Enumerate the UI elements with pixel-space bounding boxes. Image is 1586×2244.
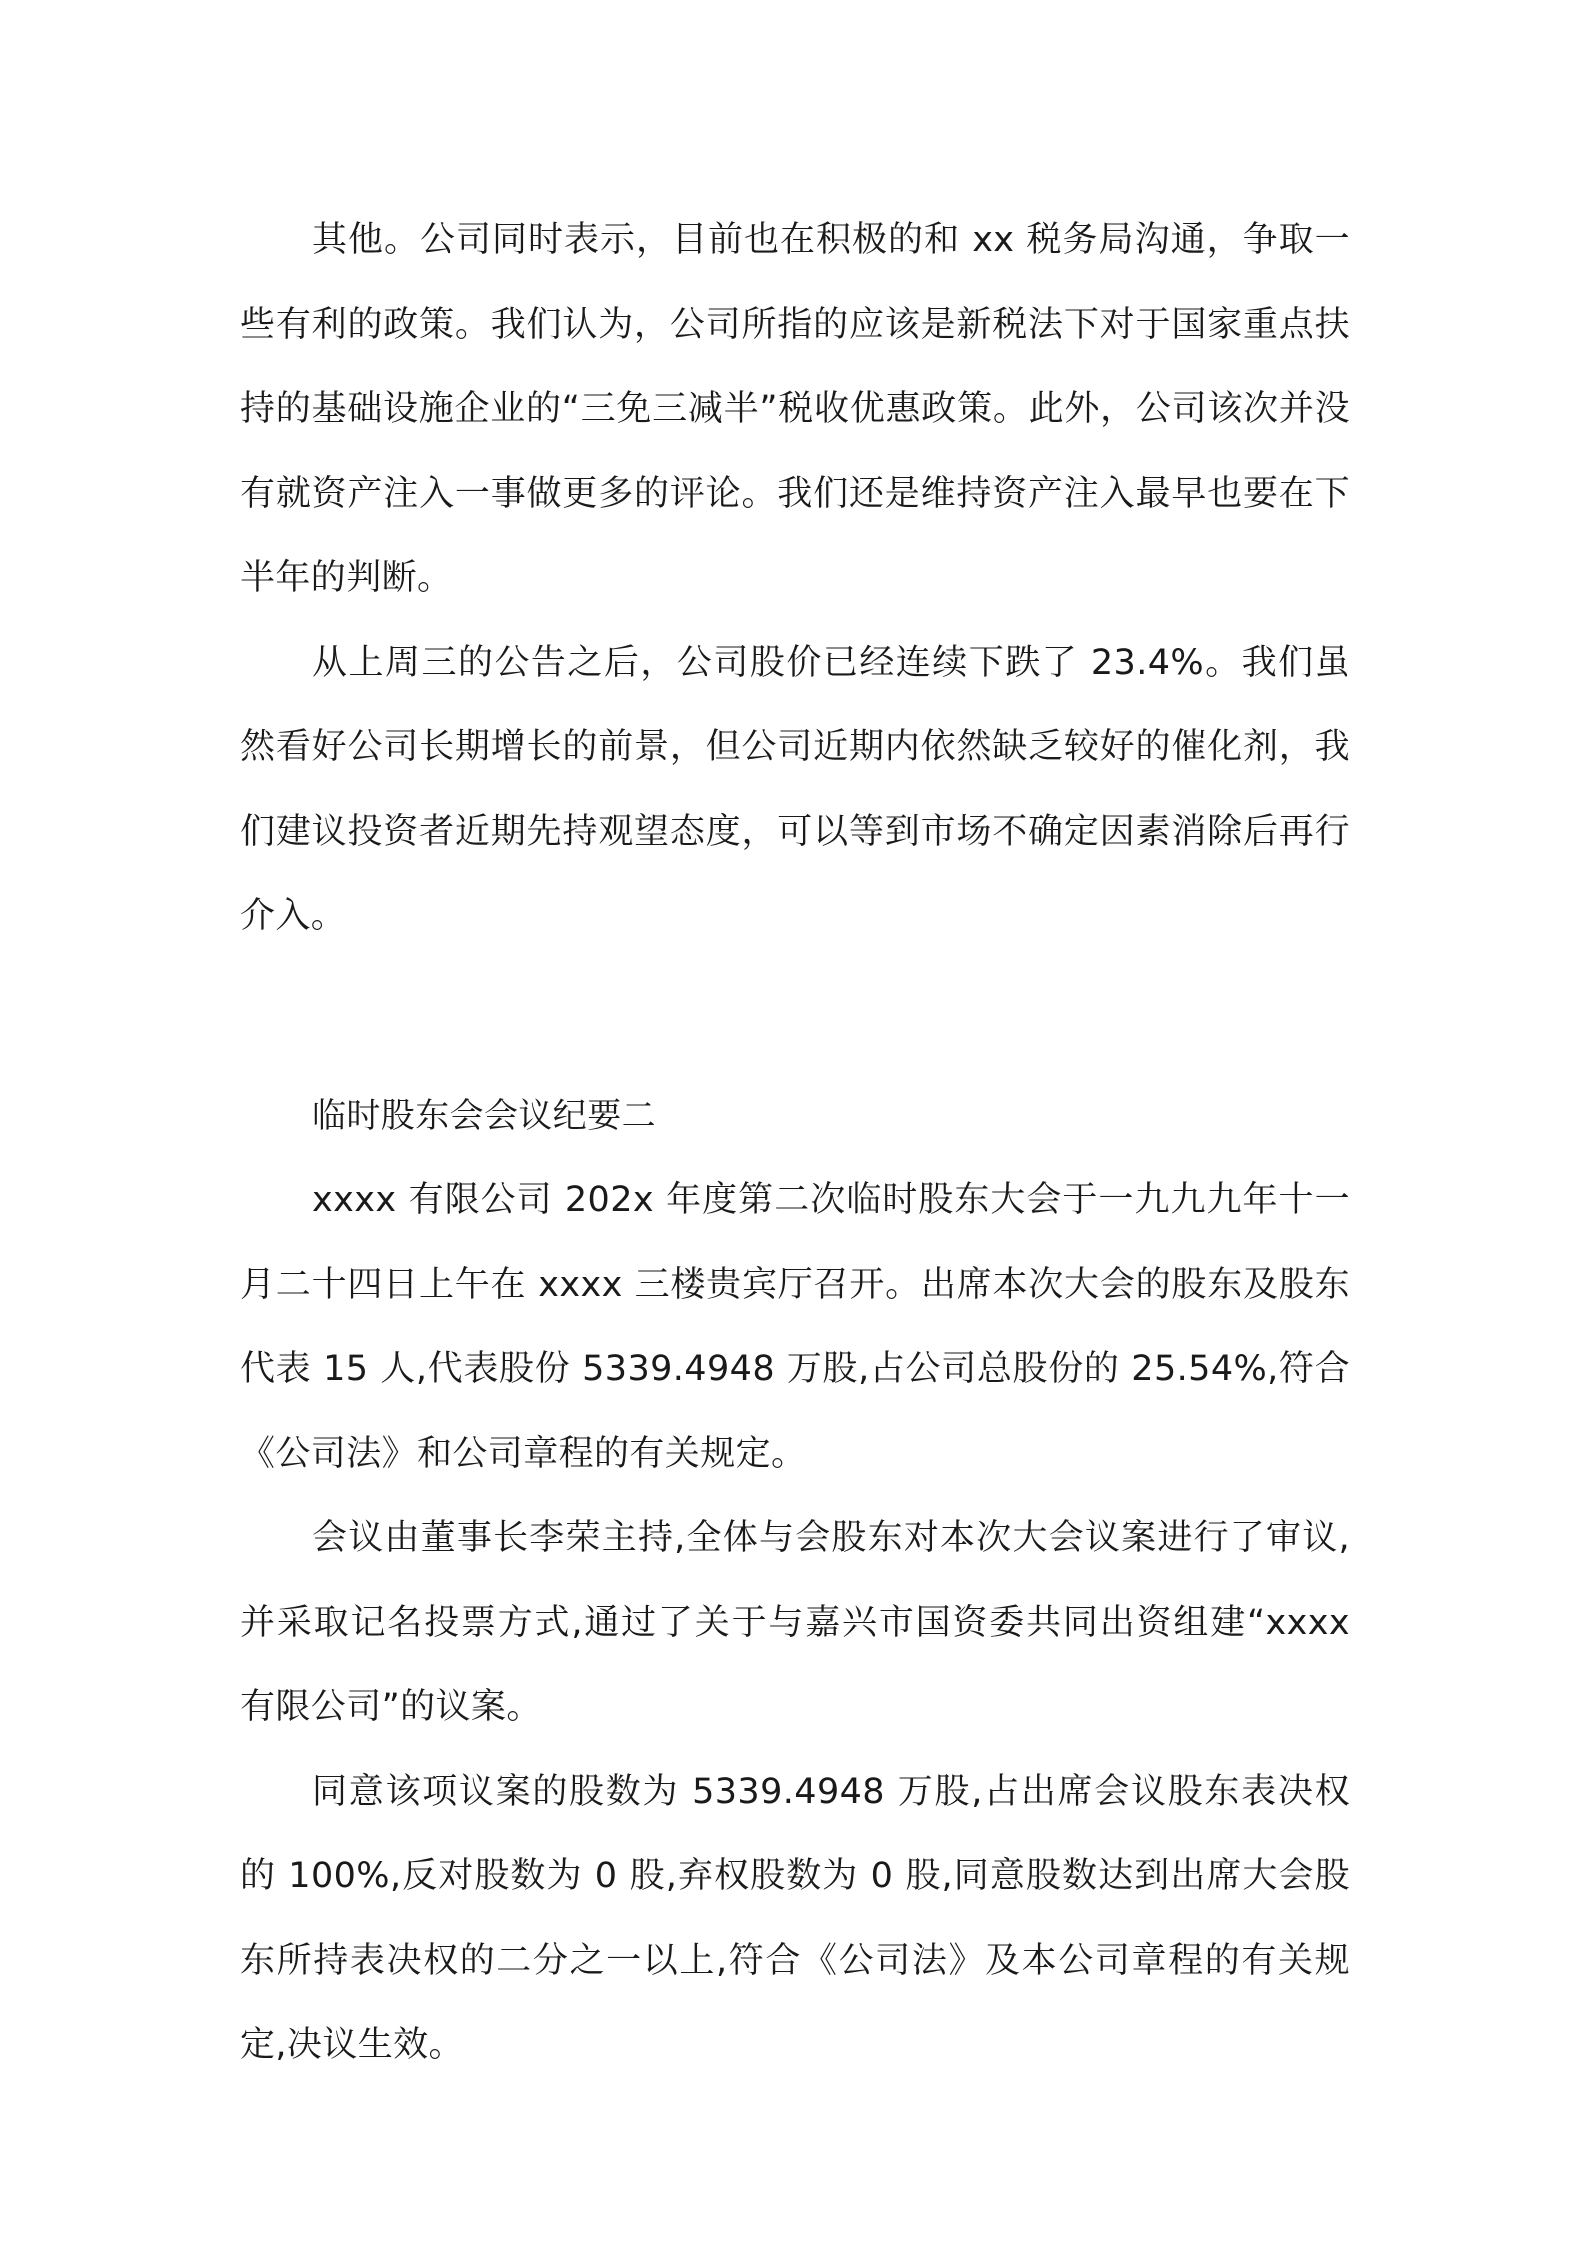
paragraph-meeting-info: xxxx 有限公司 202x 年度第二次临时股东大会于一九九九年十一月二十四日上午在 xxxx 三楼贵宾厅召开。出席本次大会的股东及股东代表 15 人,代表股份 5339.4948 万股,占公司总股份的 25.54%,符合《公司法》和公司章程的有关规定。 <box>240 1180 1350 1474</box>
paragraph-tax-policy: 其他。公司同时表示，目前也在积极的和 xx 税务局沟通，争取一些有利的政策。我们认为，公司所指的应该是新税法下对于国家重点扶持的基础设施企业的“三免三减半”税收优惠政策。此外，公司该次并没有就资产注入一事做更多的评论。我们还是维持资产注入最早也要在下半年的判断。 <box>240 220 1350 598</box>
document-body <box>240 198 1350 2088</box>
paragraph-meeting-proceedings: 会议由董事长李荣主持,全体与会股东对本次大会议案进行了审议,并采取记名投票方式,通过了关于与嘉兴市国资委共同出资组建“xxxx 有限公司”的议案。 <box>240 1518 1350 1727</box>
section-heading: 临时股东会会议纪要二 <box>312 1095 656 1136</box>
paragraph-voting-result: 同意该项议案的股数为 5339.4948 万股,占出席会议股东表决权的 100%,反对股数为 0 股,弃权股数为 0 股,同意股数达到出席大会股东所持表决权的二分之一以上,符合《公司法》及本公司章程的有关规定,决议生效。 <box>240 1771 1350 2065</box>
paragraph-stock-price: 从上周三的公告之后，公司股价已经连续下跌了 23.4%。我们虽然看好公司长期增长的前景，但公司近期内依然缺乏较好的催化剂，我们建议投资者近期先持观望态度，可以等到市场不确定因素消除后再行介入。 <box>240 642 1350 936</box>
